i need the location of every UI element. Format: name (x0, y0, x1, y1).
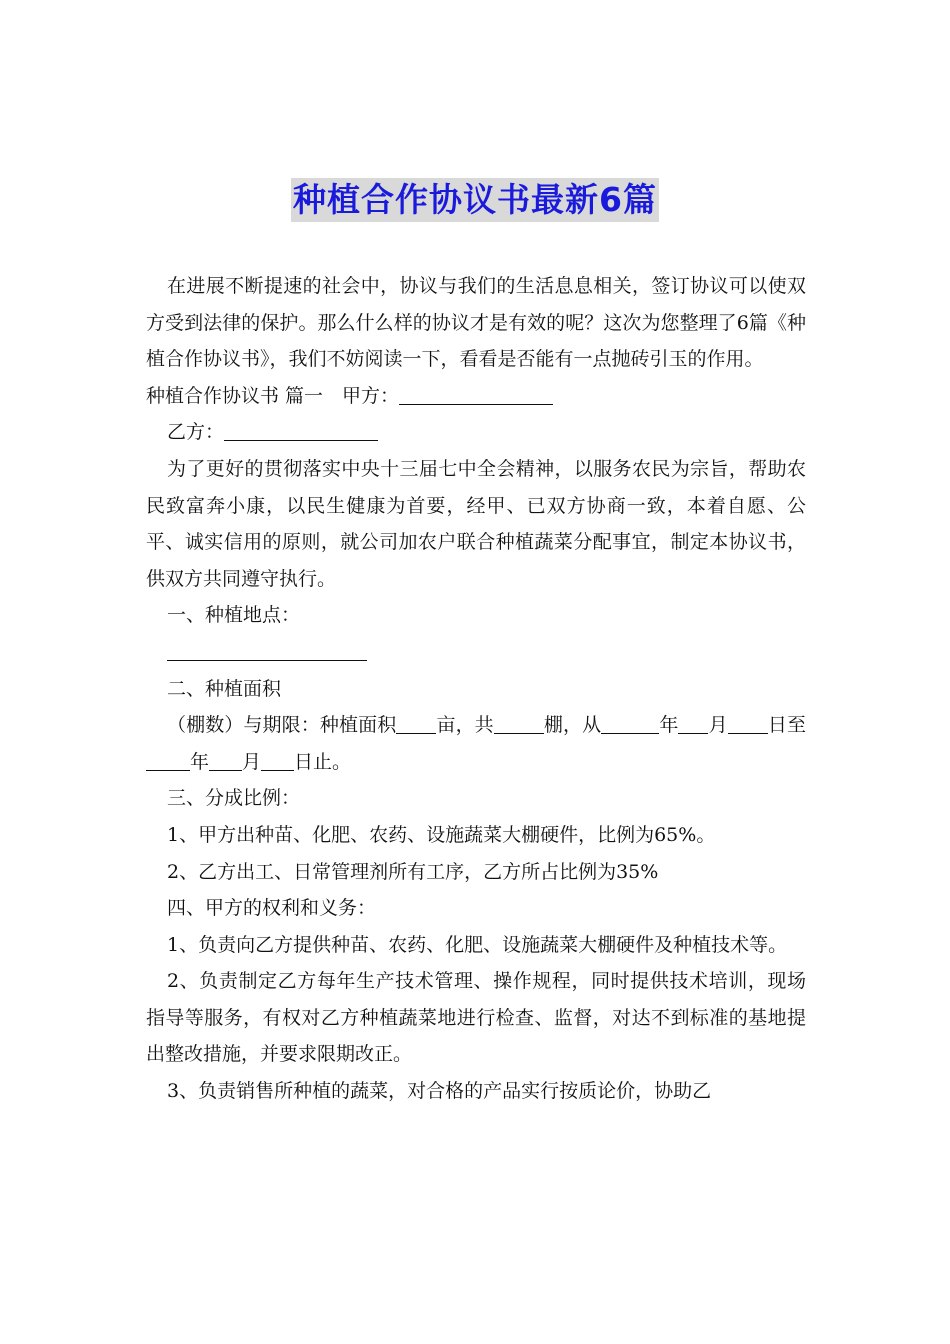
section-heading (146, 378, 806, 415)
item-3-heading: 三、分成比例： (167, 787, 301, 810)
intro-paragraph: 在进展不断提速的社会中，协议与我们的生活息息相关，签订协议可以使双方受到法律的保护。那么什么样的协议才是有效的呢？这次为您整理了6篇《种植合作协议书》，我们不妨阅读一下，看看是否能有一点抛砖引玉的作用。 (146, 275, 806, 371)
start-year-blank (601, 713, 659, 734)
party-b-label: 乙方： (167, 421, 225, 444)
area-text-8: 月 (242, 750, 262, 773)
item-2-heading: 二、种植面积 (167, 677, 282, 700)
area-text-4: 年 (659, 714, 679, 737)
end-month-blank (209, 750, 242, 771)
document-title: 种植合作协议书最新6篇 (291, 178, 659, 222)
location-blank-line (146, 634, 806, 671)
ratio-2: 2、乙方出工、日常管理剂所有工序，乙方所占比例为35% (167, 860, 659, 883)
party-b-blank (224, 420, 378, 441)
start-month-blank (678, 713, 708, 734)
end-day-blank (261, 750, 294, 771)
area-text-7: 年 (190, 750, 210, 773)
area-text-1: （棚数）与期限：种植面积 (167, 714, 397, 737)
mu-blank (396, 713, 436, 734)
item-4-heading: 四、甲方的权利和义务： (167, 897, 377, 920)
duty-2: 2、负责制定乙方每年生产技术管理、操作规程，同时提供技术培训，现场指导等服务，有权对乙方种植蔬菜地进行检查、监督，对达不到标准的基地提出整改措施，并要求限期改正。 (146, 970, 806, 1066)
title-wrap (0, 178, 950, 222)
ratio-1: 1、甲方出种苗、化肥、农药、设施蔬菜大棚硬件，比例为65%。 (167, 823, 716, 846)
shed-count-blank (494, 713, 544, 734)
area-paragraph (146, 707, 806, 780)
area-text-2: 亩，共 (436, 714, 494, 737)
start-day-blank (728, 713, 768, 734)
end-year-blank (146, 750, 190, 771)
document-body (146, 268, 806, 1110)
location-blank (167, 640, 367, 661)
area-text-5: 月 (708, 714, 728, 737)
duty-3: 3、负责销售所种植的蔬菜，对合格的产品实行按质论价，协助乙 (167, 1080, 712, 1103)
area-text-6: 日至 (767, 714, 806, 737)
area-text-3: 棚，从 (543, 714, 602, 737)
section-heading-text: 种植合作协议书 篇一 甲方： (146, 384, 400, 407)
party-a-blank (399, 384, 553, 405)
party-b-line (146, 414, 806, 451)
duty-1: 1、负责向乙方提供种苗、农药、化肥、设施蔬菜大棚硬件及种植技术等。 (167, 933, 788, 956)
area-text-9: 日止。 (294, 750, 352, 773)
purpose-paragraph: 为了更好的贯彻落实中央十三届七中全会精神，以服务农民为宗旨，帮助农民致富奔小康，以民生健康为首要，经甲、已双方协商一致，本着自愿、公平、诚实信用的原则，就公司加农户联合种植蔬菜分配事宜，制定本协议书，供双方共同遵守执行。 (146, 457, 806, 590)
item-1-heading: 一、种植地点： (167, 604, 301, 627)
